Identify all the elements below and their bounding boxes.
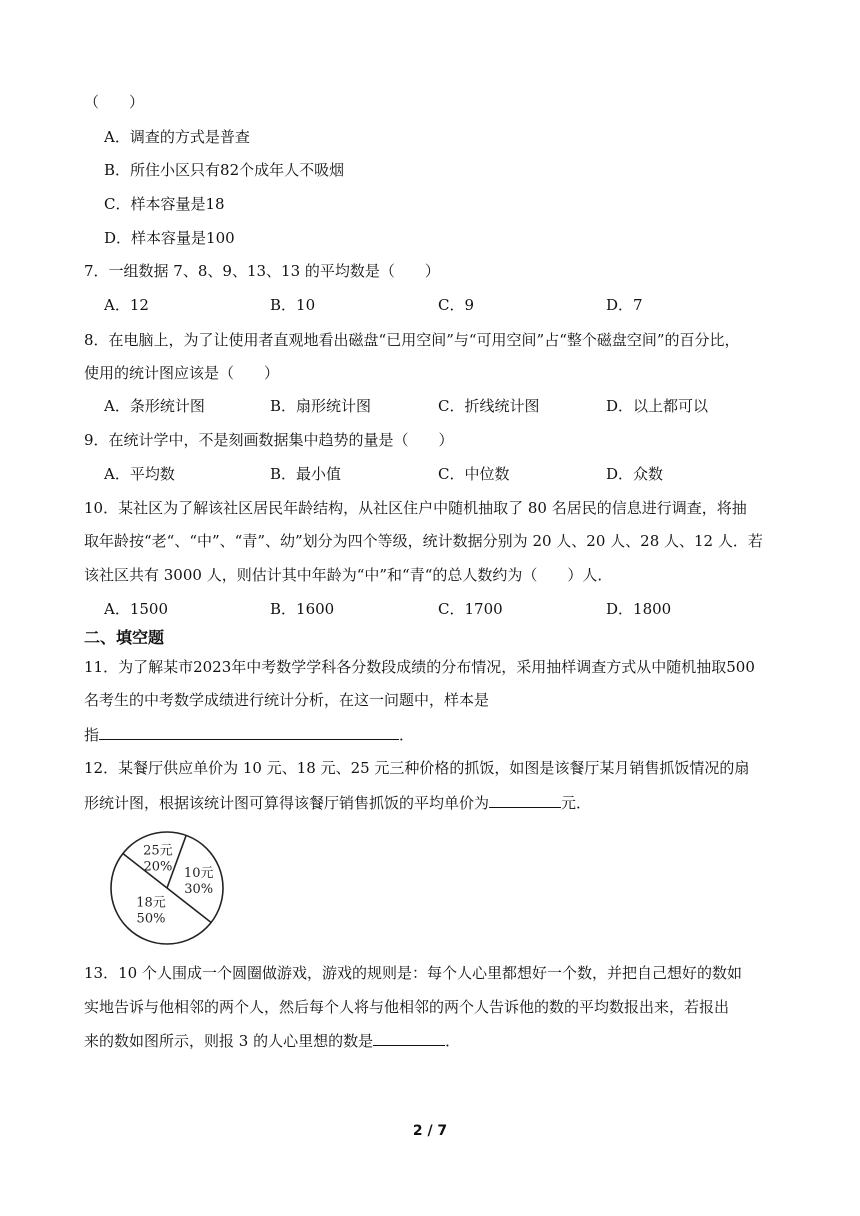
q13-stem-line2: 实地告诉与他相邻的两个人，然后每个人将与他相邻的两个人告诉他的数的平均数报出来，若报出 [84,998,730,1016]
q9-option-c: C．中位数 [438,465,510,483]
pie-label-percent-2: 20% [143,859,173,875]
q6-option-a: A．调查的方式是普查 [104,128,250,146]
q9-stem: 9．在统计学中，不是刻画数据集中趋势的量是（ ） [84,431,454,449]
q10-stem-line2: 取年龄按“老“、“中”、“青”、幼”划分为四个等级，统计数据分别为 20 人、20 人、28 人、12 人．若 [84,532,763,550]
pie-label-percent-0: 30% [184,881,214,897]
q8-option-c: C．折线统计图 [438,397,540,415]
pie-label-name-0: 10元 [183,865,214,881]
q12-stem-text: 形统计图，根据该统计图可算得该餐厅销售抓饭的平均单价为 [84,794,490,812]
q10-stem-line1: 10．某社区为了解该社区居民年龄结构，从社区住户中随机抽取了 80 名居民的信息进行调查，将抽 [84,499,747,517]
q8-stem-line2: 使用的统计图应该是（ ） [84,364,280,382]
q13-stem-line1: 13．10 个人围成一个圆圈做游戏，游戏的规则是：每个人心里都想好一个数，并把自己想好的数如 [84,964,742,982]
q11-answer-line [84,724,414,745]
q10-option-a: A．1500 [104,600,169,618]
q6-option-d: D．样本容量是100 [104,229,235,247]
q7-option-b: B．10 [270,296,316,314]
q10-option-d: D．1800 [606,600,672,618]
q6-option-b: B．所住小区只有82个成年人不吸烟 [104,161,345,179]
q11-suffix: ． [399,726,415,744]
q10-option-c: C．1700 [438,600,503,618]
q13-suffix: ． [445,1032,461,1050]
q11-stem-line2: 名考生的中考数学成绩进行统计分析，在这一问题中，样本是 [84,691,490,709]
q11-stem-line1: 11．为了解某市2023年中考数学学科各分数段成绩的分布情况，采用抽样调查方式从中随机抽取500 [84,658,755,676]
q7-option-a: A．12 [104,296,149,314]
pie-label-percent-1: 50% [136,911,166,927]
pie-label-name-2: 25元 [143,843,173,859]
q9-option-d: D．众数 [606,465,664,483]
q13-stem-line3 [84,1030,460,1051]
q7-stem: 7．一组数据 7、8、9、13、13 的平均数是（ ） [84,262,440,280]
q8-option-d: D．以上都可以 [606,397,709,415]
pie-chart [108,829,226,947]
q9-option-b: B．最小值 [270,465,342,483]
q8-stem-line1: 8．在电脑上，为了让使用者直观地看出磁盘“已用空间”与“可用空间”占“整个磁盘空间”的百分比， [84,331,740,349]
q12-answer-blank[interactable] [489,792,561,808]
q7-option-d: D．7 [606,296,643,314]
pie-label-name-1: 18元 [136,895,166,911]
q13-stem-text: 来的数如图所示，则报 3 的人心里想的数是 [84,1032,374,1050]
q8-option-b: B．扇形统计图 [270,397,372,415]
q10-option-b: B．1600 [270,600,335,618]
q6-option-c: C．样本容量是18 [104,195,225,213]
q6-paren: （ ） [84,93,145,111]
q9-option-a: A．平均数 [104,465,175,483]
q13-answer-blank[interactable] [373,1030,445,1046]
q12-stem-line2 [84,792,591,813]
q12-stem-line1: 12．某餐厅供应单价为 10 元、18 元、25 元三种价格的抓饭，如图是该餐厅某月销售抓饭情况的扇 [84,759,750,777]
q8-option-a: A．条形统计图 [104,397,205,415]
section-heading-fill-in: 二、填空题 [84,628,165,647]
q11-prefix: 指 [84,726,100,744]
q7-option-c: C．9 [438,296,475,314]
page-indicator: 2 / 7 [412,1123,448,1139]
q12-suffix: 元． [561,794,592,812]
q10-stem-line3: 该社区共有 3000 人，则估计其中年龄为“中”和“青“的总人数约为（ ）人． [84,566,613,584]
q11-answer-blank[interactable] [99,724,399,740]
